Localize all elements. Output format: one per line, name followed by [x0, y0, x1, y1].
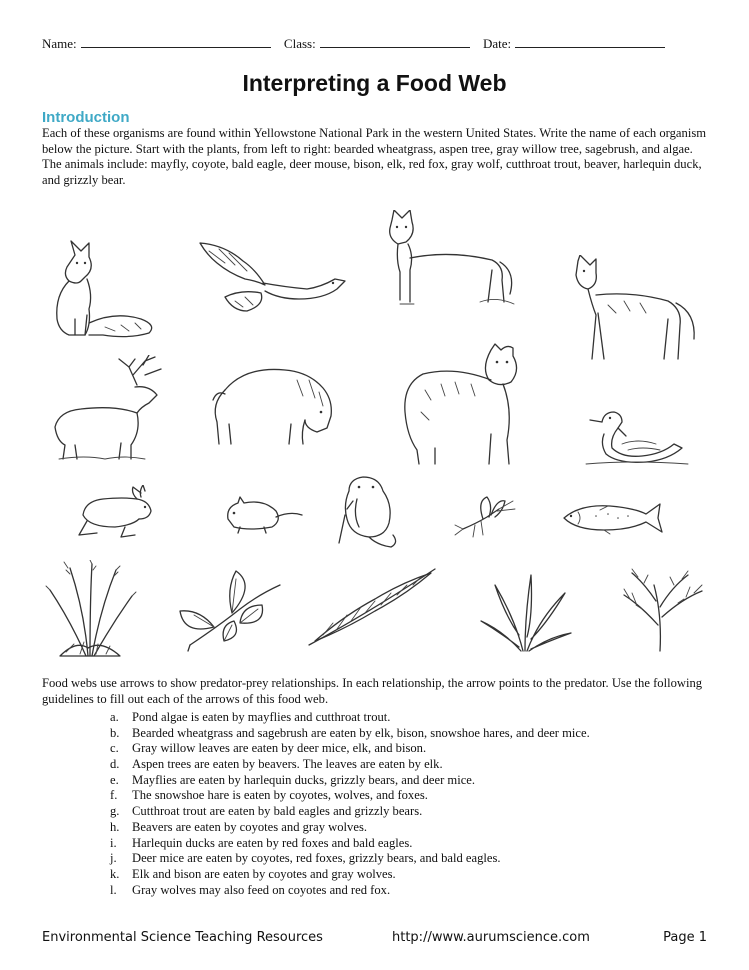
date-blank[interactable]: [515, 36, 665, 48]
date-label: Date:: [482, 36, 512, 51]
sagebrush-drawing: [475, 565, 575, 655]
algae-drawing: [610, 565, 715, 655]
list-item: c. Gray willow leaves are eaten by deer mice, elk, and bison.: [110, 741, 427, 756]
mayfly-drawing: [453, 495, 518, 540]
organism-illustrations: [0, 210, 749, 665]
page-number: Page 1: [663, 930, 707, 945]
food-web-instructions: Food webs use arrows to show predator-prey relationships. In each relationship, the arrow points to the predator. Use the following guidelines to fill out each of the arrows of this food web.: [42, 676, 703, 706]
elk-drawing: [45, 355, 170, 465]
list-item: j. Deer mice are eaten by coyotes, red foxes, grizzly bears, and bald eagles.: [110, 851, 501, 866]
list-item: h. Beavers are eaten by coyotes and gray wolves.: [110, 819, 367, 834]
name-blank[interactable]: [81, 36, 271, 48]
class-field[interactable]: [284, 36, 474, 52]
name-label: Name:: [42, 36, 77, 51]
footer-url-link[interactable]: http://www.aurumscience.com: [392, 930, 590, 945]
aspen-leaves-drawing: [170, 565, 285, 655]
bearded-wheatgrass-drawing: [40, 560, 140, 660]
list-item: f. The snowshoe hare is eaten by coyotes, wolves, and foxes.: [110, 788, 428, 803]
guidelines-list: [110, 710, 710, 898]
list-item: b. Bearded wheatgrass and sagebrush are eaten by elk, bison, snowshoe hares, and deer mice.: [110, 725, 590, 740]
class-label: Class:: [283, 36, 316, 51]
grizzly-bear-drawing: [395, 340, 535, 470]
list-item: e. Mayflies are eaten by harlequin ducks, grizzly bears, and deer mice.: [110, 772, 476, 787]
coyote-drawing: [568, 255, 703, 370]
list-item: g. Cutthroat trout are eaten by bald eagles and grizzly bears.: [110, 804, 423, 819]
student-info-header: [42, 36, 712, 52]
list-item: a. Pond algae is eaten by mayflies and cutthroat trout.: [110, 710, 391, 724]
snowshoe-hare-drawing: [75, 485, 160, 540]
bald-eagle-drawing: [195, 235, 350, 315]
beaver-drawing: [335, 475, 405, 550]
list-item: i. Harlequin ducks are eaten by red foxes and bald eagles.: [110, 835, 413, 850]
date-field[interactable]: [483, 36, 669, 52]
gray-wolf-drawing: [380, 210, 525, 310]
page-title: Interpreting a Food Web: [242, 70, 507, 96]
list-item: d. Aspen trees are eaten by beavers. The leaves are eaten by elk.: [110, 757, 443, 772]
introduction-text: Each of these organisms are found within Yellowstone National Park in the western United States. Write the name of each organism below the picture. Start with the plants, from left to right: bearded wheatgrass, aspen tree, gray willow tree, sagebrush, and algae. The animals include: mayfly, coyote, bald eagle, deer mouse, bison, elk, red fox, gray wolf, cutthroat trout, beaver, harlequin duck, and grizzly bear.: [42, 126, 707, 187]
list-item: l. Gray wolves may also feed on coyotes and red fox.: [110, 882, 391, 897]
bison-drawing: [205, 360, 345, 450]
gray-willow-drawing: [305, 565, 440, 650]
introduction-heading: Introduction: [42, 109, 130, 126]
list-item: k. Elk and bison are eaten by coyotes and gray wolves.: [110, 866, 396, 881]
deer-mouse-drawing: [220, 495, 305, 535]
red-fox-drawing: [45, 235, 160, 345]
name-field[interactable]: [42, 36, 275, 52]
cutthroat-trout-drawing: [560, 500, 665, 535]
class-blank[interactable]: [320, 36, 470, 48]
footer-publisher: Environmental Science Teaching Resources: [42, 930, 323, 945]
harlequin-duck-drawing: [582, 408, 692, 468]
